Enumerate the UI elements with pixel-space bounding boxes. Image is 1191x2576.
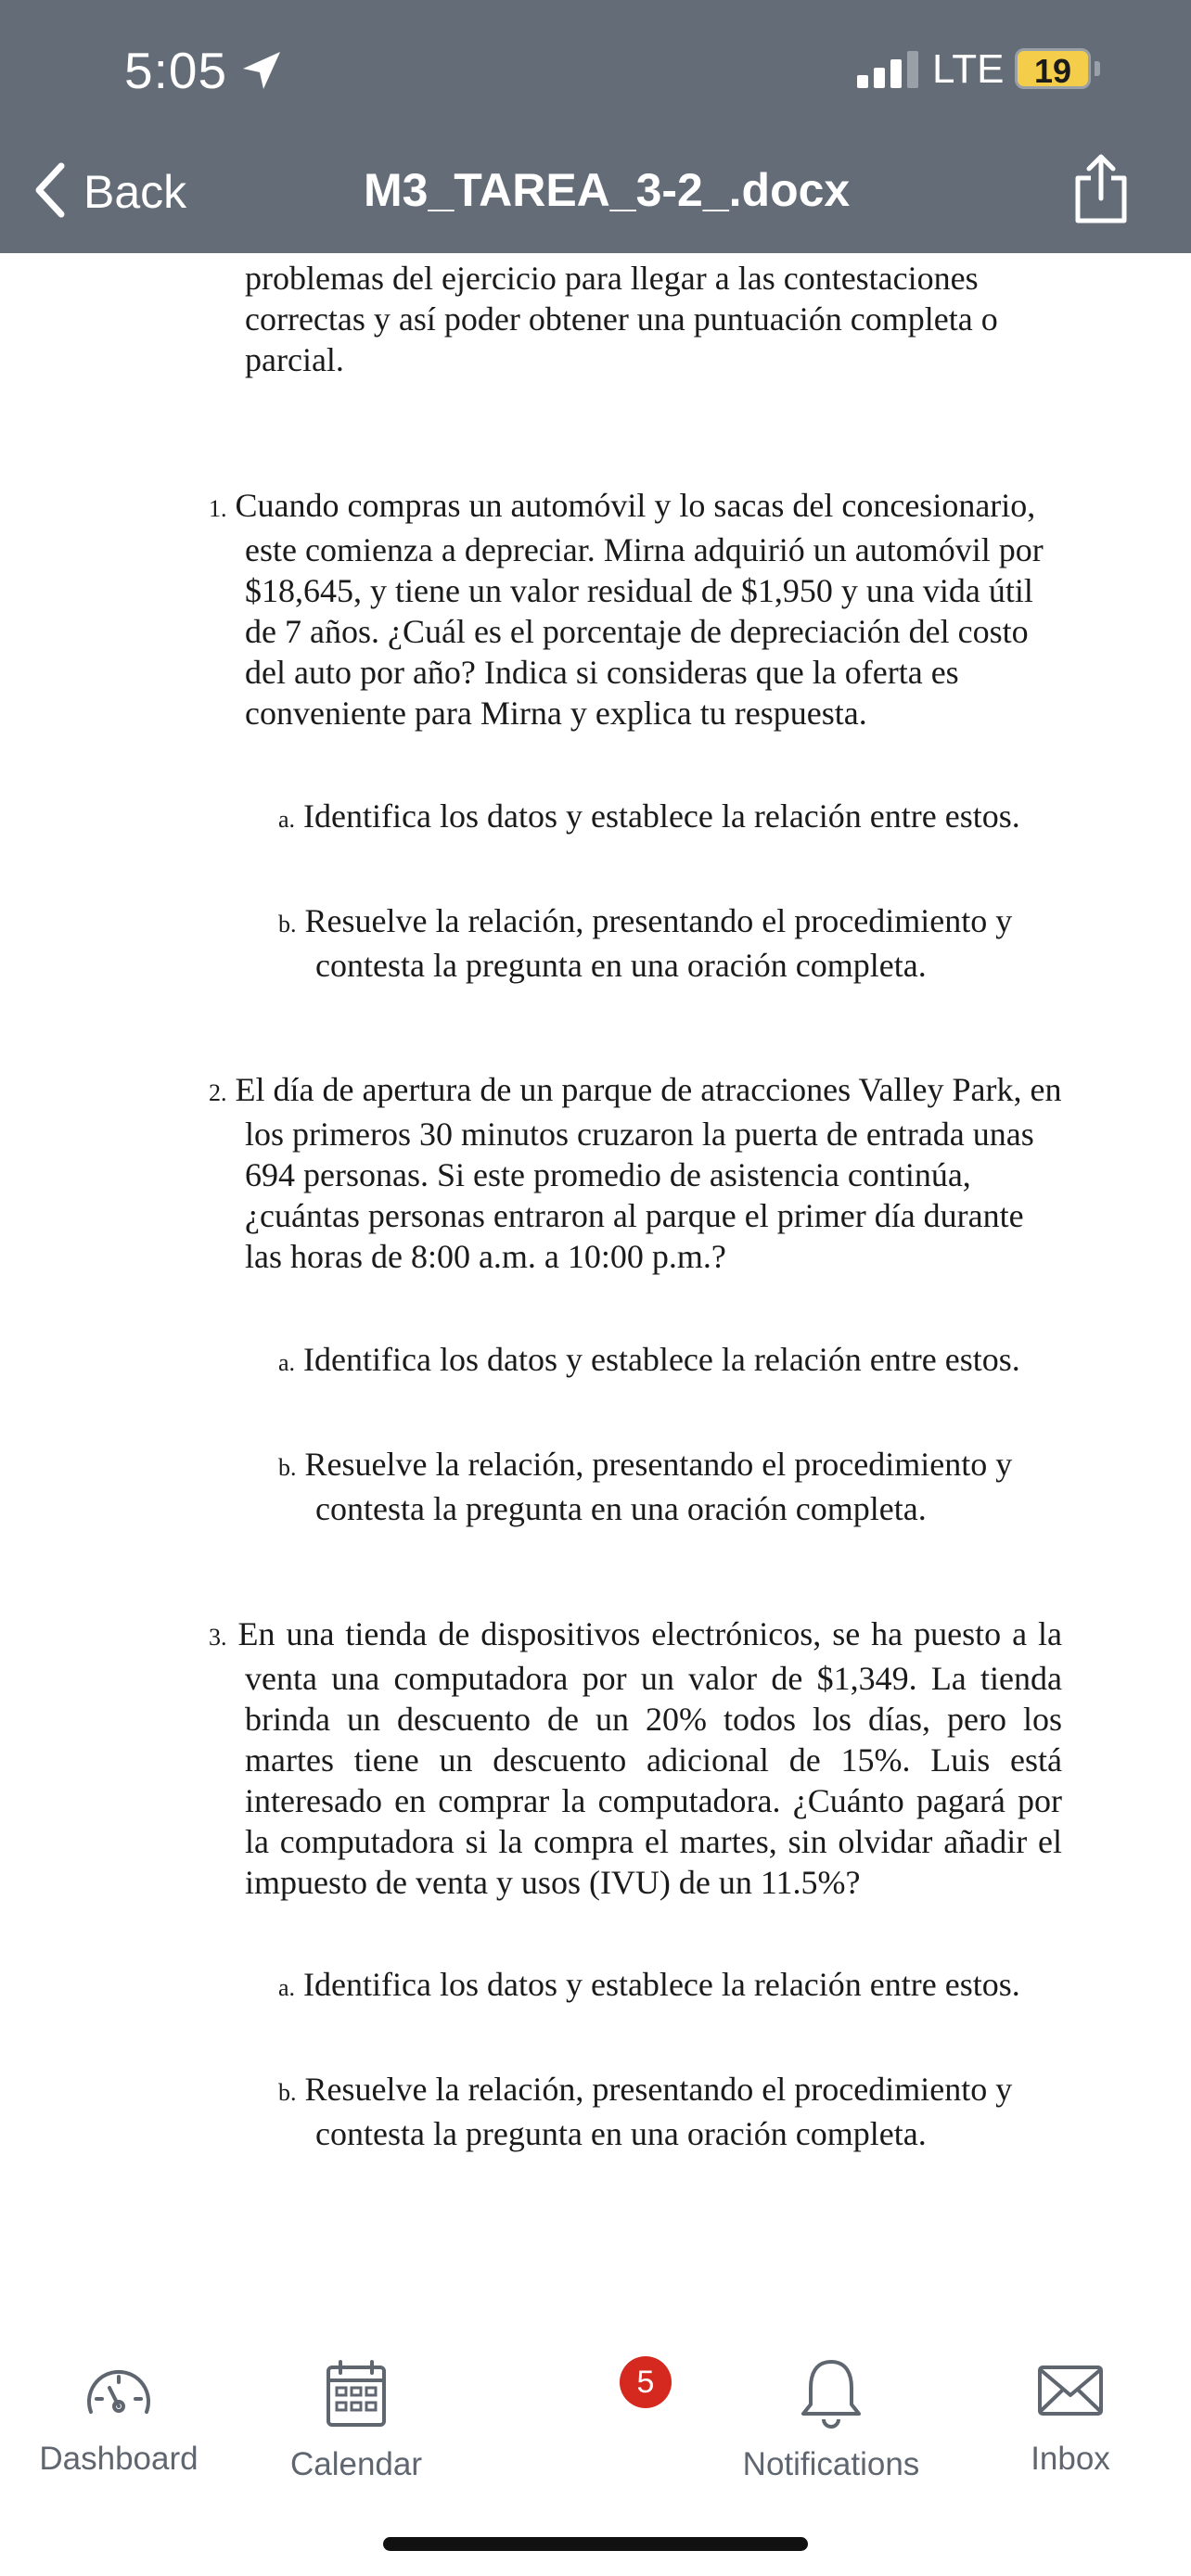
status-time: 5:05 <box>124 42 228 99</box>
tab-label: Notifications <box>742 2446 920 2482</box>
part-text: Resuelve la relación, presentando el procedimiento y contesta la pregunta en una oración completa. <box>304 902 1013 984</box>
part-letter: b. <box>278 1454 297 1481</box>
question-2-part-a <box>278 1339 1057 1384</box>
question-number: 2. <box>209 1079 227 1106</box>
part-text: Resuelve la relación, presentando el procedimiento y contesta la pregunta en una oración completa. <box>304 2071 1013 2152</box>
part-text: Identifica los datos y establece la relación entre estos. <box>303 1966 1020 2003</box>
notifications-badge: 5 <box>620 2356 672 2408</box>
part-text: Resuelve la relación, presentando el procedimiento y contesta la pregunta en una oración completa. <box>304 1446 1013 1527</box>
question-2-part-b <box>278 1444 1057 1529</box>
battery-icon: 19 <box>1015 48 1091 89</box>
question-3-part-a <box>278 1964 1057 2009</box>
header-bar <box>0 0 1191 253</box>
part-letter: b. <box>278 2079 297 2106</box>
question-text: Cuando compras un automóvil y lo sacas del concesionario, este comienza a depreciar. Mirna adquirió un automóvil por $18,645, y tiene un valor residual de $1,950 y una vida útil de 7 años. ¿Cuál es el porcentaje de depreciación del costo del auto por año? Indica si consideras que la oferta es conveniente para Mirna y explica tu respuesta. <box>235 487 1044 732</box>
question-1 <box>209 485 1062 733</box>
tab-calendar[interactable] <box>271 2358 442 2483</box>
part-letter: a. <box>278 1349 296 1376</box>
page-title: M3_TAREA_3-2_.docx <box>364 164 851 216</box>
dashboard-icon <box>82 2411 156 2427</box>
mail-icon <box>1035 2411 1106 2427</box>
location-arrow-icon <box>239 48 284 97</box>
intro-paragraph: problemas del ejercicio para llegar a las contestaciones correctas y así poder obtener una puntuación completa o parcial. <box>245 260 998 378</box>
tab-dashboard[interactable] <box>26 2358 211 2478</box>
document-viewer[interactable] <box>0 253 1191 2330</box>
part-letter: a. <box>278 806 296 833</box>
battery-cap <box>1095 61 1100 76</box>
cellular-signal-icon <box>857 51 924 93</box>
bell-icon <box>799 2417 864 2432</box>
tab-notifications[interactable] <box>729 2358 933 2483</box>
back-button[interactable] <box>33 159 186 224</box>
question-text: El día de apertura de un parque de atracciones Valley Park, en los primeros 30 minutos cruzaron la puerta de entrada unas 694 personas. Si este promedio de asistencia continúa, ¿cuántas personas entraron al parque el primer día durante las horas de 8:00 a.m. a 10:00 p.m.? <box>235 1071 1062 1275</box>
back-label: Back <box>83 166 187 218</box>
question-number: 3. <box>209 1624 227 1651</box>
question-1-part-b <box>278 900 1057 986</box>
question-text: En una tienda de dispositivos electrónicos, se ha puesto a la venta una computadora por un valor de $1,349. La tienda brinda un descuento de un 20% todos los días, pero los martes tiene un descuento adicional de 15%. Luis está interesado en comprar la computadora. ¿Cuánto pagará por la computadora si la compra el martes, sin olvidar añadir el impuesto de venta y usos (IVU) de un 11.5%? <box>237 1615 1063 1901</box>
calendar-icon <box>324 2417 389 2432</box>
tab-inbox[interactable] <box>1005 2358 1135 2478</box>
network-type: LTE <box>932 46 1005 92</box>
part-letter: b. <box>278 911 297 937</box>
home-indicator <box>383 2537 808 2551</box>
question-3-part-b <box>278 2069 1057 2154</box>
part-text: Identifica los datos y establece la relación entre estos. <box>303 797 1020 835</box>
tab-label: Inbox <box>1031 2441 1110 2477</box>
share-icon[interactable] <box>1072 154 1130 229</box>
question-1-part-a <box>278 796 1057 840</box>
question-number: 1. <box>209 495 227 522</box>
part-letter: a. <box>278 1974 296 2001</box>
tab-label: Dashboard <box>39 2441 198 2477</box>
part-text: Identifica los datos y establece la relación entre estos. <box>303 1341 1020 1378</box>
tab-label: Calendar <box>289 2446 423 2482</box>
question-2 <box>209 1069 1062 1277</box>
question-3 <box>209 1613 1062 1903</box>
chevron-left-icon <box>33 162 67 223</box>
